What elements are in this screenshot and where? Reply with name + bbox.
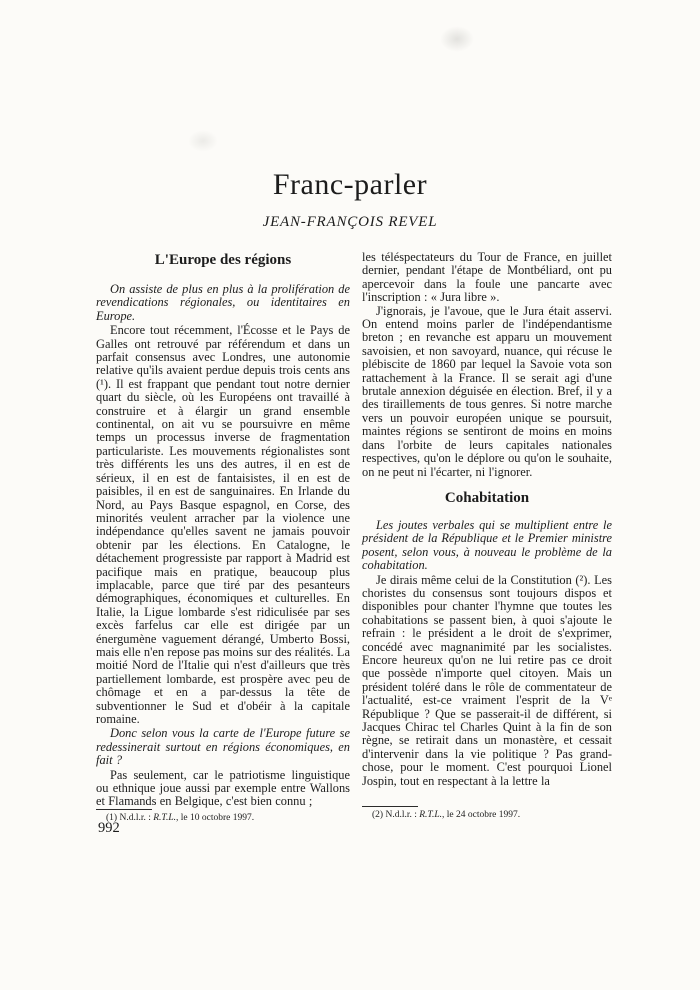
section-heading-cohabitation: Cohabitation	[444, 489, 530, 506]
footnote-ref: (1)	[106, 812, 118, 823]
interview-question: On assiste de plus en plus à la prolifération de revendications régionales, ou identitaires en Europe.	[96, 282, 350, 323]
two-column-body	[96, 250, 612, 821]
footnote-label: N.d.l.r. :	[385, 810, 417, 820]
left-column-text	[96, 282, 350, 809]
footnote-text	[362, 810, 612, 821]
article-author: JEAN-FRANÇOIS REVEL	[262, 214, 438, 230]
footnote-1	[96, 809, 350, 824]
footnote-date: , le 10 octobre 1997.	[176, 812, 255, 823]
interview-answer: Encore tout récemment, l'Écosse et le Pays de Galles ont retrouvé par référendum et dans un parfait consensus avec Londres, une autonomie relative qu'ils avaient perdue depuis trois cents ans (¹). Il est frappant que pendant tout notre dernier quart du siècle, où les Européens ont travaillé à construire et à élargir un grand ensemble continental, on ait vu se poursuivre en même temps un processus inverse de fragmentation particulariste. Les mouvements régionalistes sont très différents les uns des autres, il en est de sérieux, il en est de fantaisistes, il en est de paisibles, il en est de sanguinaires. En Irlande du Nord, au Pays Basque espagnol, en Corse, des minorités veulent arracher par la violence une indépendance qu'elles savent ne jamais pouvoir obtenir par les élections. En Catalogne, le détachement progressiste par rapport à Madrid est pacifique mais en pratique, beaucoup plus implacable, parce que tiré par des pesanteurs démographiques, économiques et culturelles. En Italie, la Ligue lombarde s'est ridiculisée par ses excès farfelus car elle est dirigée par un énergumène vaguement dérangé, Umberto Bossi, mais elle n'en repose pas moins sur des réalités. La moitié Nord de l'Italie qui n'est d'ailleurs que très partiellement lombarde, est prospère avec peu de chômage et en a par-dessus la tête de subventionner le Sud et d'obéir à la capitale romaine.	[96, 323, 350, 726]
footnote-2	[362, 806, 612, 821]
footnote-source: R.T.L.	[419, 810, 443, 820]
footnote-ref: (2)	[372, 810, 384, 820]
interview-answer: Pas seulement, car le patriotisme linguistique ou ethnique joue aussi par exemple entre Wallons et Flamands en Belgique, c'est bien connu ;	[96, 767, 350, 809]
article-title: Franc-parler	[272, 168, 428, 201]
interview-answer-continued: les téléspectateurs du Tour de France, en juillet dernier, pendant l'étape de Montbéliard, ont pu apercevoir dans la foule une pancarte avec l'inscription : « Jura libre ».	[362, 250, 612, 305]
right-column-text	[362, 251, 612, 788]
footnote-rule	[96, 809, 152, 810]
footnote-date: , le 24 octobre 1997.	[442, 810, 521, 820]
interview-answer: Je dirais même celui de la Constitution (²). Les choristes du consensus sont toujours dispos et disponibles pour chanter l'hymne que toutes les cohabitations se passent bien, à quoi s'ajoute le refrain : le président a le droit de s'exprimer, concédé avec magnanimité par les socialistes. Encore heureux qu'on ne lui retire pas ce droit que possède n'importe quel citoyen. Mais un président toléré dans le rôle de commentateur de l'actualité, est-ce vraiment l'esprit de la Vᵉ République ? Que se passerait-il de différent, si Jacques Chirac tel Charles Quint à la fin de son règne, se retirait dans un monastère, et cessait d'intervenir dans la vie politique ? Pas grand-chose, pour le moment. C'est pourquoi Lionel Jospin, tout en respectant à la lettre la	[362, 572, 612, 788]
interview-question: Les joutes verbales qui se multiplient entre le président de la République et le Premier ministre posent, selon vous, à nouveau le problème de la cohabitation.	[362, 517, 612, 573]
footnote-text	[96, 813, 350, 824]
scan-smudge	[188, 130, 218, 152]
interview-question: Donc selon vous la carte de l'Europe future se redessinerait surtout en régions économiques, en fait ?	[96, 726, 350, 768]
scan-smudge	[440, 26, 474, 52]
interview-answer: J'ignorais, je l'avoue, que le Jura était asservi. On entend moins parler de l'indépendantisme breton ; en revanche est apparu un mouvement savoisien, et non savoyard, nuance, qui récuse le plébiscite de 1860 par lequel la Savoie vota son rattachement à la France. Il se serait agi d'une brutale annexion déguisée en élection. Bref, il y a des tiraillements de tous genres. Si notre marche vers un pouvoir européen unique se poursuit, maintes régions se sentiront de moins en moins dans l'orbite de leurs capitales nationales respectives, qu'on le déplore ou qu'on le souhaite, on ne peut ni l'écarter, ni l'ignorer.	[362, 303, 612, 479]
footnote-source: R.T.L.	[153, 812, 177, 823]
left-column	[96, 250, 350, 823]
page-number: 992	[98, 820, 120, 836]
right-column	[362, 250, 612, 821]
section-heading-europe: L'Europe des régions	[154, 252, 292, 268]
footnote-rule	[362, 806, 418, 807]
footnote-label: N.d.l.r. :	[119, 812, 151, 823]
